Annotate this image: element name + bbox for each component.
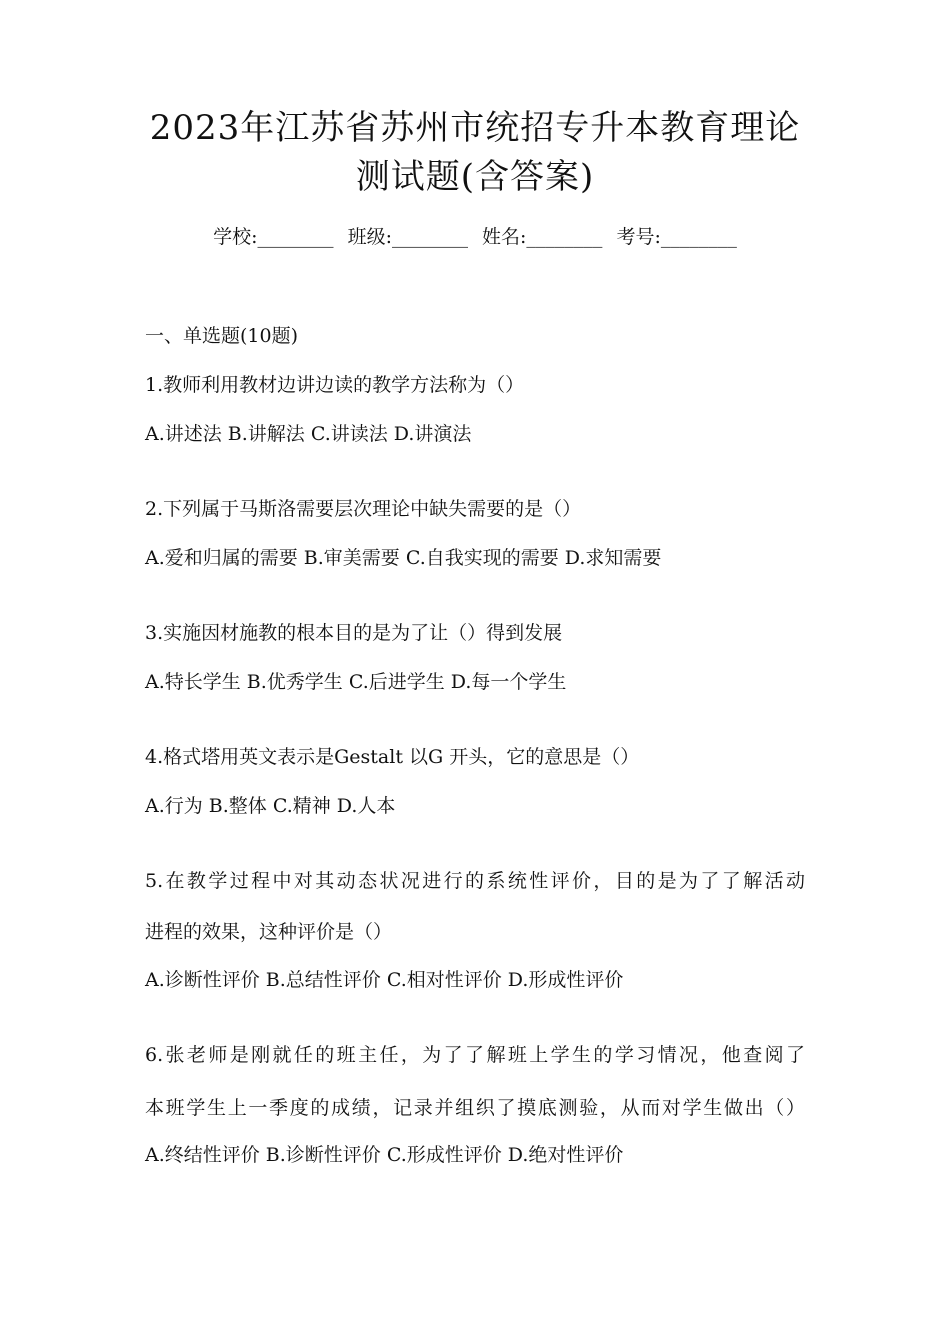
exam-number-field: 考号:________ (616, 226, 737, 248)
name-field: 姓名:________ (482, 226, 603, 248)
question-5-options: A.诊断性评价 B.总结性评价 C.相对性评价 D.形成性评价 (145, 969, 624, 991)
student-info-row (0, 222, 950, 252)
section-heading: 一、单选题(10题) (145, 325, 299, 347)
question-5-stem-line-2: 进程的效果，这种评价是（） (145, 921, 393, 943)
class-field: 班级:________ (347, 226, 468, 248)
question-2-options: A.爱和归属的需要 B.审美需要 C.自我实现的需要 D.求知需要 (145, 547, 662, 569)
question-1-stem: 1.教师利用教材边讲边读的教学方法称为（） (145, 374, 525, 396)
question-5-stem-line-1: 5.在教学过程中对其动态状况进行的系统性评价，目的是为了了解活动 (145, 870, 805, 892)
question-3-stem: 3.实施因材施教的根本目的是为了让（）得到发展 (145, 622, 563, 644)
question-6-stem-line-2: 本班学生上一季度的成绩，记录并组织了摸底测验，从而对学生做出（） (145, 1097, 805, 1119)
question-1-options: A.讲述法 B.讲解法 C.讲读法 D.讲演法 (145, 423, 472, 445)
question-4-options: A.行为 B.整体 C.精神 D.人本 (145, 795, 396, 817)
question-2-stem: 2.下列属于马斯洛需要层次理论中缺失需要的是（） (145, 498, 582, 520)
question-6-stem-line-1: 6.张老师是刚就任的班主任，为了了解班上学生的学习情况，他查阅了 (145, 1044, 805, 1066)
school-field: 学校:________ (213, 226, 334, 248)
document-title-line-2: 测试题(含答案) (355, 157, 595, 197)
question-3-options: A.特长学生 B.优秀学生 C.后进学生 D.每一个学生 (145, 671, 567, 693)
document-title-line-1: 2023年江苏省苏州市统招专升本教育理论 (149, 108, 801, 148)
question-4-stem: 4.格式塔用英文表示是Gestalt 以G 开头，它的意思是（） (145, 746, 640, 768)
question-6-options: A.终结性评价 B.诊断性评价 C.形成性评价 D.绝对性评价 (145, 1144, 624, 1166)
